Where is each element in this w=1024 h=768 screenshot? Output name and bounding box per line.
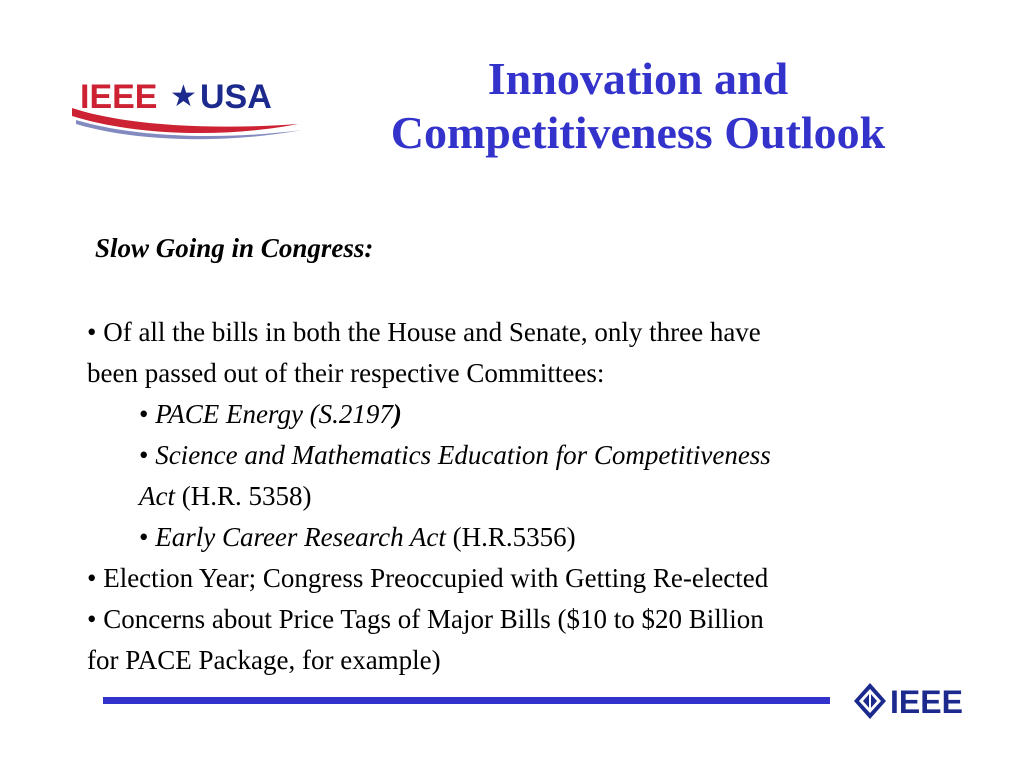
bullet-1-line-2: been passed out of their respective Committees: [87,358,605,388]
bullet-3-line-1: • Concerns about Price Tags of Major Bills ($10 to $20 Billion [87,604,764,634]
footer-divider [103,697,830,704]
logo-usa-text: USA [200,78,272,116]
sub-bullet-early-career [139,517,959,558]
bill-code: (H.R.5356) [445,522,576,552]
section-heading: Slow Going in Congress: [95,233,374,263]
bill-close-paren: ) [392,399,402,429]
title-line-1: Innovation and [487,53,789,104]
sub-bullet-pace-energy [139,394,959,435]
bill-name: Early Career Research Act [155,522,446,552]
ieee-logo [852,680,976,722]
bullet-3-line-2: for PACE Package, for example) [87,645,441,675]
slide-title [318,52,958,160]
bill-name-line-2: Act [139,481,175,511]
ieee-diamond-icon [854,683,886,719]
bullet-election-year: • Election Year; Congress Preoccupied with Getting Re-elected [87,563,769,593]
sub-bullet-marker: • [139,522,156,552]
sub-bullet-marker: • [139,440,156,470]
sub-bullet-science-math [139,435,959,517]
bill-name-line-1: Science and Mathematics Education for Competitiveness [155,440,771,470]
bill-name: PACE Energy (S.2197 [155,399,393,429]
logo-ieee-text: IEEE [80,78,158,116]
bill-code: (H.R. 5358) [174,481,312,511]
ieee-logo-text: IEEE [890,684,963,720]
sub-bullet-marker: • [139,399,156,429]
bullet-price-tags [87,599,967,681]
bullet-committee-bills [87,312,967,394]
bullet-1-line-1: • Of all the bills in both the House and Senate, only three have [87,317,761,347]
title-line-2: Competitiveness Outlook [390,107,886,158]
ieee-usa-logo [66,60,306,140]
logo-star-icon: ★ [170,79,197,114]
